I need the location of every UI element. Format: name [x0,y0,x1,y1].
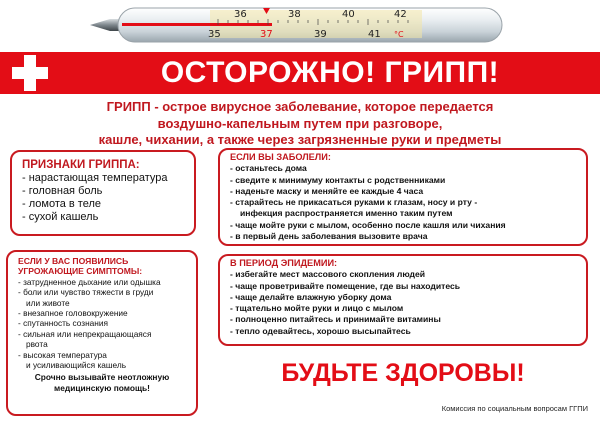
list-item: - избегайте мест массового скопления людей [230,269,426,280]
list-item: инфекция распространяется именно таким путем [240,208,453,219]
list-item: рвота [26,339,48,350]
list-item: - головная боль [22,185,103,197]
banner-title: ОСТОРОЖНО! ГРИПП! [160,56,500,89]
list-item: - высокая температура [18,349,107,360]
scale-unit: °C [394,30,404,39]
flu-definition-line: воздушно-капельным путем при разговоре, [157,115,443,131]
list-item: - затрудненное дыхание или одышка [18,276,161,287]
flu-signs-list [22,172,194,224]
scale-label-36: 36 [234,9,247,20]
urgent-title-line: УГРОЖАЮЩИЕ СИМПТОМЫ: [18,266,143,277]
urgent-symptoms-box [6,250,198,416]
list-item: - полноценно питайтесь и принимайте витамины [230,314,441,325]
epidemic-period-title: В ПЕРИОД ЭПИДЕМИИ: [230,258,338,268]
list-item: - старайтесь не прикасаться руками к глазам, носу и рту - [230,197,478,208]
list-item: или животе [26,297,70,308]
list-item: - наденьте маску и меняйте ее каждые 4 часа [230,185,424,196]
warning-banner [0,52,600,94]
emergency-note-line: Срочно вызывайте неотложную [34,372,170,383]
flu-signs-title: ПРИЗНАКИ ГРИППА: [22,159,140,171]
list-item: - внезапное головокружение [18,308,128,319]
emergency-call-note [18,372,196,393]
medical-cross-icon [12,55,48,91]
flu-signs-box [10,150,196,236]
list-item: - боли или чувство тяжести в груди [18,287,154,298]
list-item: - чаще проветривайте помещение, где вы находитесь [230,280,461,291]
list-item: - останьтесь дома [230,163,307,174]
list-item: - сухой кашель [22,211,99,223]
closing-slogan: БУДЬТЕ ЗДОРОВЫ! [281,359,525,387]
list-item: - тепло одевайтесь, хорошо высыпайтесь [230,325,411,336]
list-item: - сильная или непрекращающаяся [18,328,152,339]
list-item: - нарастающая температура [22,172,168,184]
scale-label-35: 35 [208,29,221,40]
list-item: и усиливающийся кашель [26,360,127,371]
list-item: - чаще делайте влажную уборку дома [230,291,392,302]
scale-label-38: 38 [288,9,301,20]
if-sick-list [230,163,586,242]
scale-label-41: 41 [368,29,381,40]
thermometer-mercury-column [122,23,272,26]
thermometer-tip [90,19,122,31]
if-sick-title: ЕСЛИ ВЫ ЗАБОЛЕЛИ: [230,152,331,162]
flu-definition [40,99,560,149]
urgent-title-line: ЕСЛИ У ВАС ПОЯВИЛИСЬ [18,256,129,266]
epidemic-period-list [230,269,586,337]
flu-definition-line: ГРИПП - острое вирусное заболевание, которое передается [106,99,494,114]
scale-label-39: 39 [314,29,327,40]
scale-label-40: 40 [342,9,355,20]
footer-credit: Комиссия по социальным вопросам ГГПИ [441,404,588,413]
list-item: - тщательно мойте руки и лицо с мылом [230,303,404,314]
scale-label-37: 37 [260,29,273,40]
urgent-symptoms-title [18,256,196,277]
list-item: - в первый день заболевания вызовите врача [230,231,428,242]
urgent-symptoms-list [18,277,196,371]
emergency-note-line: медицинскую помощь! [54,382,150,393]
list-item: - спутанность сознания [18,318,109,329]
list-item: - чаще мойте руки с мылом, особенно после кашля или чихания [230,219,506,230]
flu-definition-line: кашле, чихании, а также через загрязненные руки и предметы [98,132,502,147]
list-item: - ломота в теле [22,198,102,210]
scale-label-42: 42 [394,9,407,20]
if-sick-box [218,148,588,246]
thermometer-illustration [88,2,504,46]
list-item: - сведите к минимуму контакты с родственниками [230,174,446,185]
epidemic-period-box [218,254,588,346]
